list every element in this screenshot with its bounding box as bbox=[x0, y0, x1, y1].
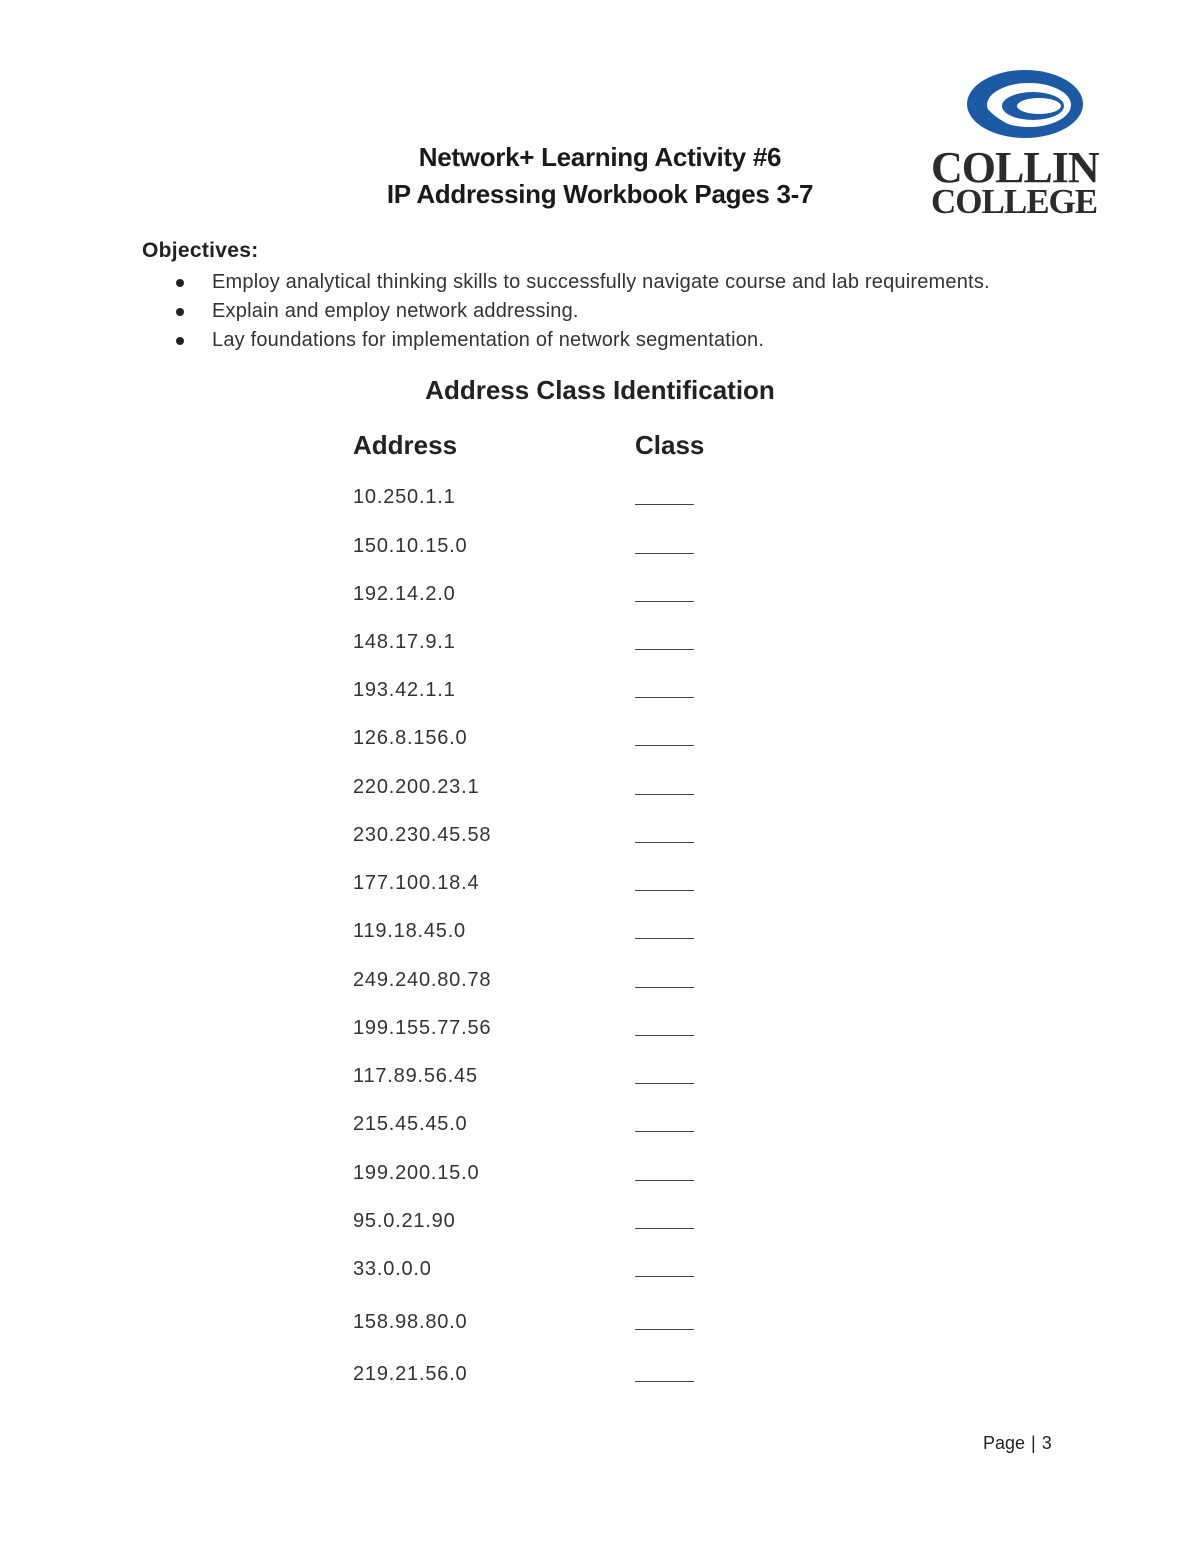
objectives-list bbox=[172, 268, 990, 355]
address-value: 126.8.156.0 bbox=[353, 727, 468, 749]
class-answer-blank[interactable] bbox=[635, 1228, 694, 1229]
document-subtitle: IP Addressing Workbook Pages 3-7 bbox=[386, 179, 814, 209]
class-answer-blank[interactable] bbox=[635, 1381, 694, 1382]
class-answer-blank[interactable] bbox=[635, 987, 694, 988]
address-value: 158.98.80.0 bbox=[353, 1311, 468, 1333]
objective-text: Employ analytical thinking skills to successfully navigate course and lab requirements. bbox=[212, 271, 990, 293]
class-answer-blank[interactable] bbox=[635, 938, 694, 939]
table-row bbox=[0, 965, 1200, 995]
address-value: 177.100.18.4 bbox=[353, 872, 480, 894]
collin-college-swirl-icon bbox=[963, 66, 1087, 142]
section-title: Address Class Identification bbox=[425, 375, 775, 405]
address-value: 199.200.15.0 bbox=[353, 1162, 480, 1184]
class-answer-blank[interactable] bbox=[635, 1035, 694, 1036]
logo-text-collin: COLLIN bbox=[931, 143, 1099, 192]
class-answer-blank[interactable] bbox=[635, 745, 694, 746]
class-answer-blank[interactable] bbox=[635, 1276, 694, 1277]
objective-item bbox=[172, 297, 990, 326]
address-value: 199.155.77.56 bbox=[353, 1017, 492, 1039]
address-value: 230.230.45.58 bbox=[353, 824, 492, 846]
address-value: 117.89.56.45 bbox=[353, 1065, 478, 1087]
objective-item bbox=[172, 326, 990, 355]
table-row bbox=[0, 1307, 1200, 1337]
table-row bbox=[0, 772, 1200, 802]
class-answer-blank[interactable] bbox=[635, 794, 694, 795]
address-value: 219.21.56.0 bbox=[353, 1363, 468, 1385]
class-answer-blank[interactable] bbox=[635, 1329, 694, 1330]
page-number: 3 bbox=[1041, 1433, 1052, 1453]
class-answer-blank[interactable] bbox=[635, 1131, 694, 1132]
class-answer-blank[interactable] bbox=[635, 601, 694, 602]
address-value: 192.14.2.0 bbox=[353, 583, 456, 605]
address-value: 119.18.45.0 bbox=[353, 920, 466, 942]
column-header-class: Class bbox=[635, 430, 705, 460]
document-title: Network+ Learning Activity #6 bbox=[418, 142, 782, 172]
page-footer bbox=[983, 1434, 1052, 1452]
objective-text: Lay foundations for implementation of network segmentation. bbox=[212, 329, 765, 351]
address-value: 193.42.1.1 bbox=[353, 679, 456, 701]
table-row bbox=[0, 482, 1200, 512]
address-value: 148.17.9.1 bbox=[353, 631, 456, 653]
class-answer-blank[interactable] bbox=[635, 649, 694, 650]
table-row bbox=[0, 675, 1200, 705]
logo-text-college: COLLEGE bbox=[931, 182, 1098, 221]
table-row bbox=[0, 1013, 1200, 1043]
address-value: 95.0.21.90 bbox=[353, 1210, 456, 1232]
table-row bbox=[0, 820, 1200, 850]
table-row bbox=[0, 1206, 1200, 1236]
class-answer-blank[interactable] bbox=[635, 553, 694, 554]
address-value: 10.250.1.1 bbox=[353, 486, 456, 508]
table-row bbox=[0, 1109, 1200, 1139]
class-answer-blank[interactable] bbox=[635, 842, 694, 843]
objectives-heading: Objectives: bbox=[142, 239, 259, 262]
table-row bbox=[0, 531, 1200, 561]
page-separator: | bbox=[1031, 1433, 1036, 1453]
objective-item bbox=[172, 268, 990, 297]
table-row bbox=[0, 627, 1200, 657]
column-header-address: Address bbox=[353, 430, 458, 460]
table-row bbox=[0, 868, 1200, 898]
table-row bbox=[0, 916, 1200, 946]
table-row bbox=[0, 1158, 1200, 1188]
objective-text: Explain and employ network addressing. bbox=[212, 300, 579, 322]
address-value: 249.240.80.78 bbox=[353, 969, 492, 991]
class-answer-blank[interactable] bbox=[635, 697, 694, 698]
address-value: 215.45.45.0 bbox=[353, 1113, 468, 1135]
table-row bbox=[0, 579, 1200, 609]
table-row bbox=[0, 1359, 1200, 1389]
bullet-icon bbox=[176, 337, 184, 345]
table-row bbox=[0, 723, 1200, 753]
bullet-icon bbox=[176, 308, 184, 316]
table-row bbox=[0, 1061, 1200, 1091]
class-answer-blank[interactable] bbox=[635, 1180, 694, 1181]
address-value: 150.10.15.0 bbox=[353, 535, 468, 557]
address-value: 33.0.0.0 bbox=[353, 1258, 432, 1280]
page-label: Page bbox=[983, 1433, 1026, 1453]
class-answer-blank[interactable] bbox=[635, 504, 694, 505]
address-value: 220.200.23.1 bbox=[353, 776, 480, 798]
class-answer-blank[interactable] bbox=[635, 890, 694, 891]
class-answer-blank[interactable] bbox=[635, 1083, 694, 1084]
table-row bbox=[0, 1254, 1200, 1284]
bullet-icon bbox=[176, 279, 184, 287]
